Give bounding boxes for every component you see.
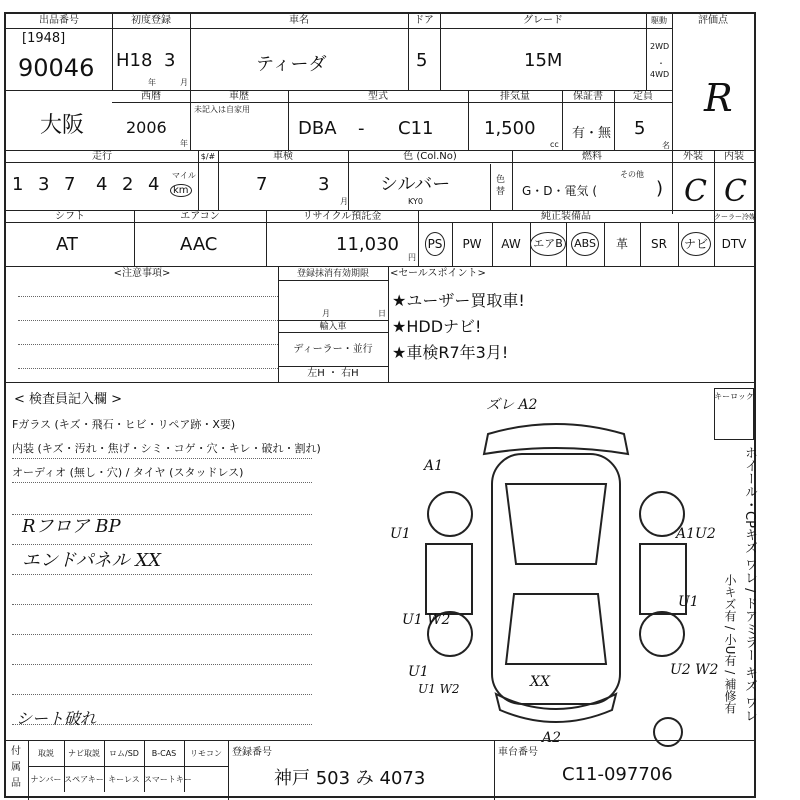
mileage-digit: 3 [38, 174, 50, 195]
model-prefix: DBA [298, 118, 337, 139]
import-note: 未記入は自家用 [194, 105, 250, 114]
damage-mark: XX [530, 674, 550, 690]
mile-unit: マイル [172, 171, 196, 180]
side-text: ホイール・CPキズ ワレ / ドアミラー キズ ワレ [742, 446, 757, 722]
grade-header: グレード [523, 15, 563, 26]
spare-circle [654, 718, 682, 746]
side-text-2: 小キズ有 / 小U有 / 補修有 [723, 574, 737, 715]
fuel-header: 燃料 [582, 151, 602, 162]
door-left [426, 544, 472, 614]
car-name: ティーダ [256, 54, 327, 75]
lot-code: [1948] [22, 31, 66, 46]
acc-item: ナビ取説 [68, 749, 100, 758]
sales-points-header: <セールスポイント> [390, 268, 486, 279]
sales-point: ★車検R7年3月! [392, 343, 509, 362]
reg-month: 3 [164, 50, 176, 71]
exterior-header: 外装 [683, 151, 703, 162]
accessories-header: 付属品 [11, 746, 21, 789]
shift-header: シフト [55, 211, 85, 222]
acc-item: 取説 [38, 749, 54, 758]
auction-sheet: 出品番号 初度登録 車名 ドア グレード 駆動 評価点 [1948] 90046 H18 3 年 月 ティーダ 5 15M 2WD ・ 4WD R 西暦 車歴 型式 排気量 保証書 定員 大阪 2006 年 未記入は自家用 DBA - C11 1,500 cc 有・無 5 名 走行 $/# 車検 色 (Col.No) 燃料 外装 内装 1 3 7 4 2 4 マイル km 7 3 月 シルバー KY0 色替 G・D・電気 ( その他 ) C C シフト エアコン リサイクル預託金 純正装備品 クーラー冷媒 AT AAC 11,030 円 PS PW AW エアB ABS 革 SR ナビ DTV <注意事項> 登録抹消有効期限 <セールスポイント> 月 日 輸入車 ディーラー・並行 左H ・ 右H ★ユーザー買取車! ★HDDナビ! ★車検R7年3月! < 検査員記入欄 > Fガラス (キズ・飛石・ヒビ・リペア跡・X要) 内装 (キズ・汚れ・焦げ・シミ・コゲ・穴・キレ・破れ・割れ) オーディオ (無し・穴) / タイヤ (スタッドレス) Rフロア BP エンドパネル XX シート破れ キーロック ホイール・CPキズ ワレ / ドアミラー キズ ワレ 小キズ有 / 小U有 / 補修有 ズレ A2 A1 U1 A1U2 U1 U1 W2 U1 U1 W2 U2 W2 XX A2 付属品 取説 ナビ取説 ロム/SD B-CAS リモコン ナンバー スペアキー キーレス スマートキー 登録番号 神戸 503 み 4073 車台番号 C11-097706 [4, 12, 756, 798]
recycle-header: リサイクル預託金 [302, 211, 382, 222]
aircon-header: エアコン [180, 211, 220, 222]
car-damage-diagram [406, 394, 706, 750]
year-header: 西暦 [141, 91, 161, 102]
inspection-month: 3 [318, 174, 330, 195]
damage-mark: U2 W2 [670, 662, 719, 678]
car-name-header: 車名 [289, 15, 309, 26]
model-value: C11 [398, 118, 434, 139]
equip-navi: ナビ [678, 226, 714, 262]
damage-mark: U1 W2 [402, 612, 451, 628]
cooler-header: クーラー冷媒 [714, 213, 756, 221]
equip-leather: 革 [615, 237, 628, 251]
year-value: 2006 [126, 118, 167, 137]
km-unit: km [170, 184, 192, 197]
score-header: 評価点 [698, 15, 728, 26]
chassis-no-header: 車台番号 [498, 747, 538, 758]
handwritten-note: Rフロア BP [22, 516, 121, 537]
color-value: シルバー [380, 174, 451, 195]
warranty-header: 保証書 [573, 91, 603, 102]
mileage-digit: 4 [96, 174, 108, 195]
reg-era: H18 [116, 50, 153, 71]
equip-ps: PS [418, 226, 452, 262]
doors-value: 5 [416, 50, 428, 71]
color-change: 色替 [496, 175, 506, 197]
damage-mark: U1 [408, 664, 429, 680]
mileage-digit: 1 [12, 174, 24, 195]
car-body [492, 454, 620, 704]
reg-no-header: 登録番号 [232, 747, 272, 758]
rear-bumper [484, 424, 628, 454]
capacity-header: 定員 [633, 91, 653, 102]
handwritten-note: エンドパネル XX [22, 550, 161, 571]
mileage-digit: 7 [64, 174, 76, 195]
inspection-header: 車検 [273, 151, 293, 162]
rear-window [506, 484, 606, 564]
grade-value: 15M [524, 50, 563, 71]
key-lock-header: キーロック [714, 392, 754, 401]
chassis-no-value: C11-097706 [562, 764, 673, 785]
acc-item: スペアキー [64, 775, 104, 784]
warranty-value: 有・無 [572, 126, 612, 141]
damage-mark: A1 [424, 458, 444, 474]
displacement-value: 1,500 [484, 118, 536, 139]
acc-item: ロム/SD [109, 749, 139, 758]
first-reg-header: 初度登録 [131, 15, 171, 26]
interior-header: 内装 [724, 151, 744, 162]
model-header: 型式 [368, 91, 388, 102]
reg-no-value: 神戸 503 み 4073 [274, 768, 426, 789]
inspection-line: オーディオ (無し・穴) / タイヤ (スタッドレス) [12, 466, 244, 479]
acc-item: リモコン [190, 749, 222, 758]
damage-mark: U1 [678, 594, 699, 610]
damage-mark: ズレ A2 [486, 397, 538, 413]
inspection-year: 7 [256, 174, 268, 195]
damage-mark: A1U2 [676, 526, 716, 542]
equip-airbag: エアB [530, 226, 566, 262]
drive-4wd: 4WD [650, 70, 670, 79]
doors-header: ドア [414, 15, 434, 26]
lot-no-header: 出品番号 [39, 15, 79, 26]
color-header: 色 (Col.No) [403, 151, 457, 162]
drive-header: 駆動 [651, 16, 667, 25]
row1-header-line [6, 28, 672, 29]
equip-dtv: DTV [721, 237, 747, 251]
wheel-rear-left [428, 492, 472, 536]
acc-item: B-CAS [151, 749, 177, 758]
mileage-digit: 2 [122, 174, 134, 195]
front-bumper [496, 694, 616, 722]
import-label: 輸入車 [319, 322, 347, 332]
inspection-line: 内装 (キズ・汚れ・焦げ・シミ・コゲ・穴・キレ・破れ・割れ) [12, 442, 321, 455]
score-value: R [704, 76, 733, 120]
color-code: KY0 [408, 197, 423, 206]
damage-mark: A2 [542, 730, 562, 746]
acc-item: キーレス [108, 775, 140, 784]
meter-header: $/# [200, 152, 216, 161]
exterior-value: C [684, 174, 707, 209]
damage-mark: U1 [390, 526, 411, 542]
inspection-line: Fガラス (キズ・飛石・ヒビ・リペア跡・X要) [12, 418, 236, 431]
reg-expiry-header: 登録抹消有効期限 [296, 269, 369, 279]
interior-value: C [724, 174, 747, 209]
wheel-front-right [640, 612, 684, 656]
lot-number: 90046 [18, 54, 95, 82]
aircon-value: AAC [180, 234, 218, 255]
capacity-value: 5 [634, 118, 646, 139]
handwritten-note: シート破れ [16, 709, 97, 728]
sales-point: ★HDDナビ! [392, 317, 482, 336]
shift-value: AT [56, 234, 78, 255]
import-value: ディーラー・並行 [293, 344, 373, 355]
equipment-header: 純正装備品 [541, 211, 591, 222]
steering-value: 左H ・ 右H [307, 368, 359, 379]
import-header: 車歴 [229, 91, 249, 102]
notes-header: <注意事項> [113, 268, 171, 279]
area-value: 大阪 [40, 113, 85, 138]
acc-item: ナンバー [30, 775, 62, 784]
mileage-digit: 4 [148, 174, 160, 195]
equip-pw: PW [462, 237, 482, 251]
acc-item: スマートキー [144, 775, 192, 784]
displacement-header: 排気量 [500, 91, 530, 102]
fuel-value: G・D・電気 ( [522, 184, 598, 198]
recycle-value: 11,030 [336, 234, 399, 255]
damage-mark: U1 W2 [418, 682, 460, 696]
sales-point: ★ユーザー買取車! [392, 291, 525, 310]
equip-sunroof: SR [651, 237, 667, 251]
windshield [506, 594, 606, 664]
mileage-header: 走行 [92, 151, 112, 162]
equip-abs: ABS [566, 226, 604, 262]
drive-2wd: 2WD [650, 42, 670, 51]
equip-aw: AW [501, 237, 521, 251]
inspector-header: < 検査員記入欄 > [14, 392, 123, 407]
